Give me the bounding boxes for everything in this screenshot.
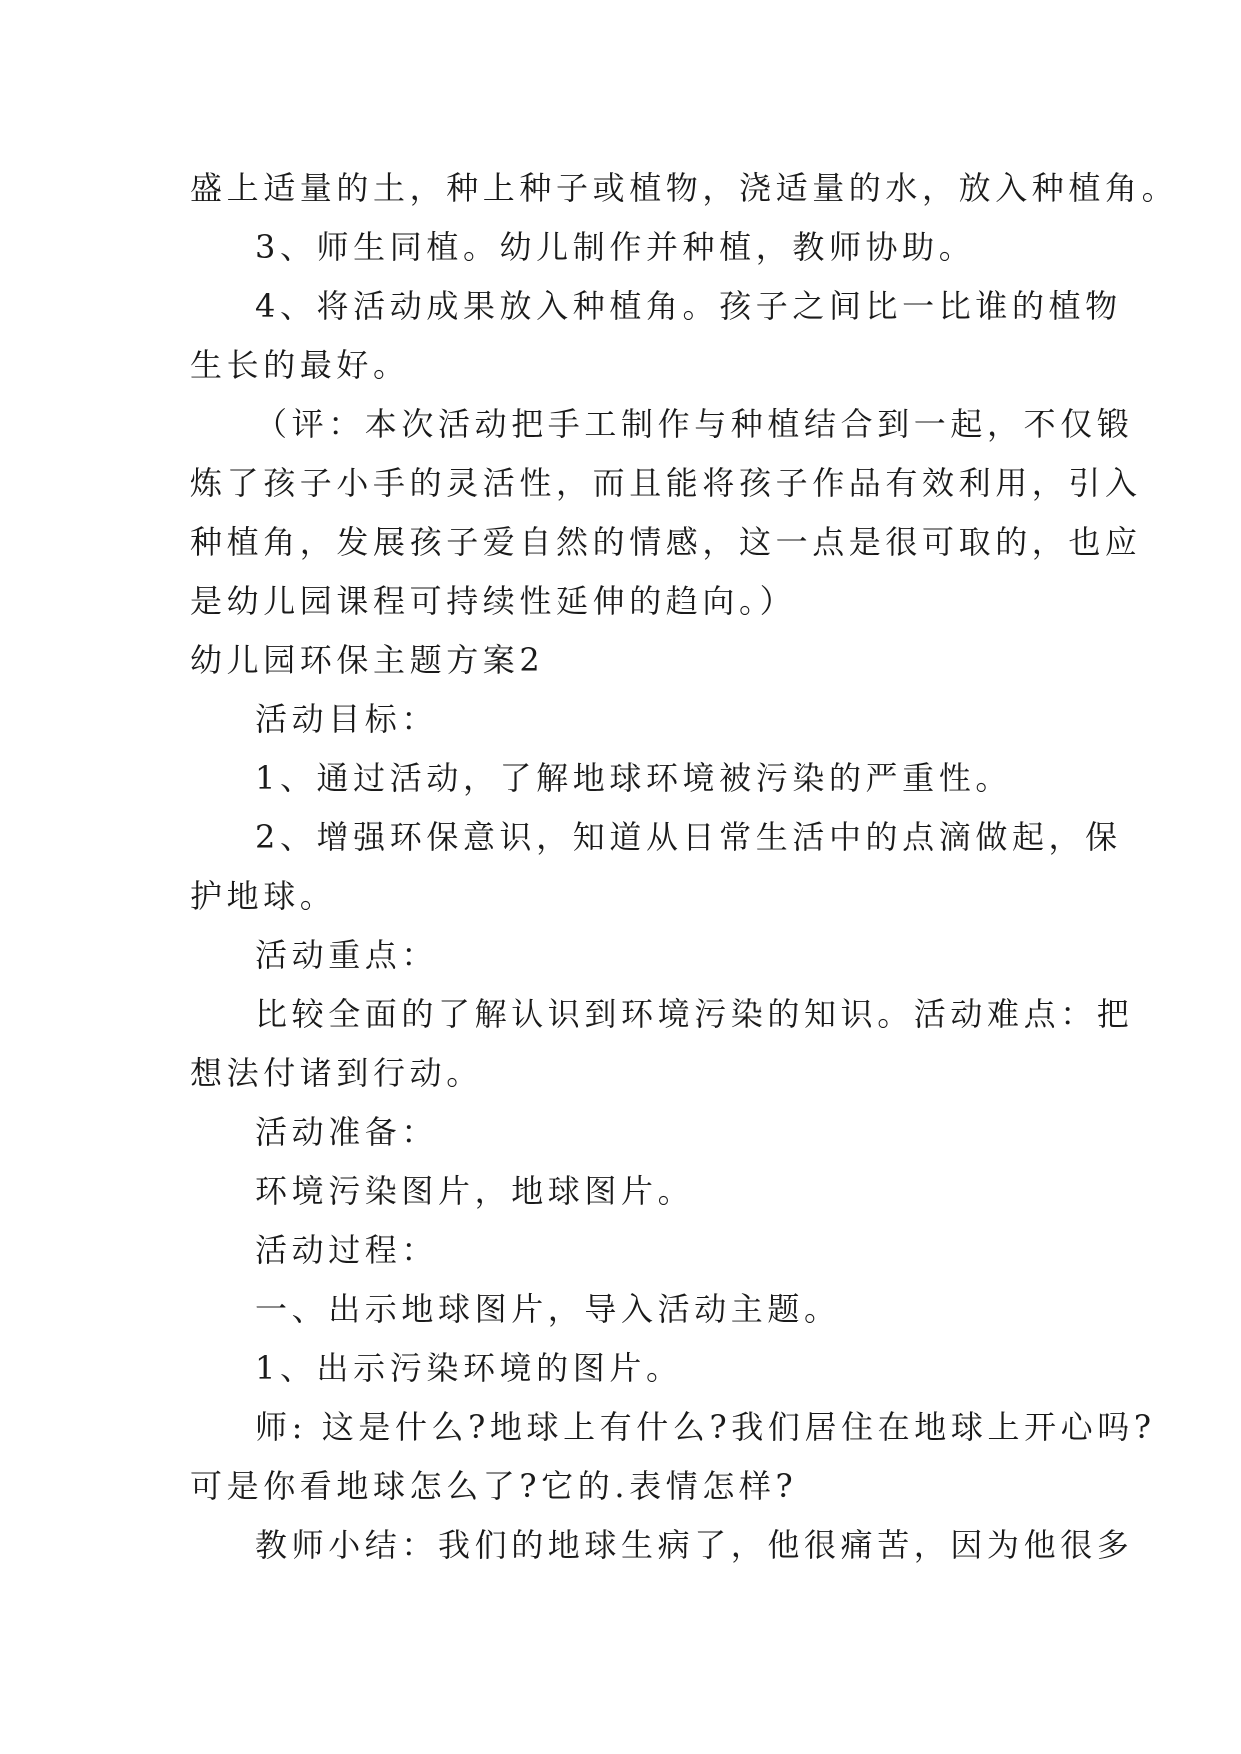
text-line-15: 比较全面的了解认识到环境污染的知识。活动难点：把	[255, 995, 1134, 1033]
text-line-21: 1、出示污染环境的图片。	[255, 1349, 683, 1387]
section-heading: 幼儿园环保主题方案2	[190, 641, 545, 679]
text-line-2: 3、师生同植。幼儿制作并种植，教师协助。	[255, 228, 976, 266]
text-line-18: 环境污染图片，地球图片。	[255, 1172, 695, 1210]
text-line-19: 活动过程：	[255, 1231, 439, 1269]
text-line-22: 师: 这是什么?地球上有什么?我们居住在地球上开心吗?	[255, 1408, 1156, 1446]
text-line-1: 盛上适量的土，种上种子或植物，浇适量的水，放入种植角。	[190, 169, 1179, 207]
text-line-13: 护地球。	[190, 877, 337, 915]
text-line-10: 活动目标：	[255, 700, 439, 738]
text-line-16: 想法付诸到行动。	[190, 1054, 483, 1092]
text-line-8: 是幼儿园课程可持续性延伸的趋向。）	[190, 582, 797, 620]
text-line-3: 4、将活动成果放入种植角。孩子之间比一比谁的植物	[255, 287, 1122, 325]
text-line-11: 1、通过活动，了解地球环境被污染的严重性。	[255, 759, 1012, 797]
text-line-17: 活动准备：	[255, 1113, 439, 1151]
text-line-6: 炼了孩子小手的灵活性，而且能将孩子作品有效利用，引入	[190, 464, 1142, 502]
text-line-7: 种植角，发展孩子爱自然的情感，这一点是很可取的，也应	[190, 523, 1142, 561]
text-line-14: 活动重点：	[255, 936, 439, 974]
text-line-4: 生长的最好。	[190, 346, 410, 384]
text-line-12: 2、增强环保意识，知道从日常生活中的点滴做起，保	[255, 818, 1122, 856]
text-line-23: 可是你看地球怎么了?它的.表情怎样?	[190, 1467, 798, 1505]
text-line-20: 一、出示地球图片，导入活动主题。	[255, 1290, 841, 1328]
text-line-5: （评：本次活动把手工制作与种植结合到一起，不仅锻	[255, 405, 1134, 443]
text-line-24: 教师小结：我们的地球生病了，他很痛苦，因为他很多	[255, 1526, 1134, 1564]
